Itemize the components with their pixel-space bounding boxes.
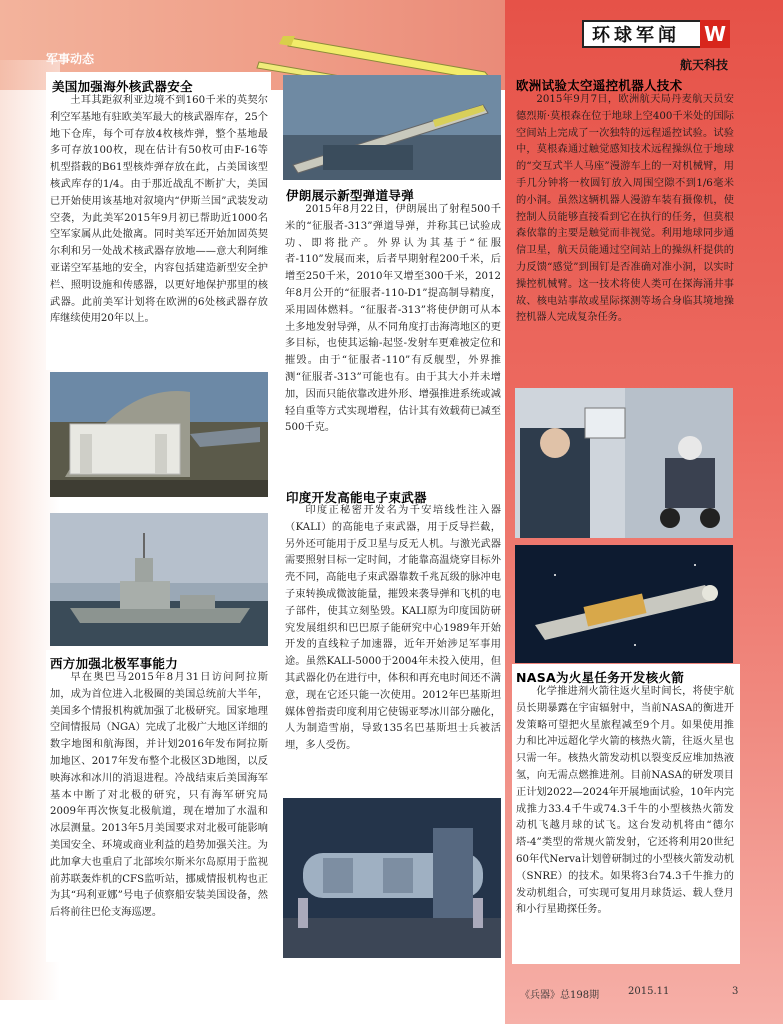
section-label-military: 军事动态 xyxy=(46,52,95,66)
article-title-us-nuclear: 美国加强海外核武器安全 xyxy=(52,79,193,94)
article-title-eu-robot: 欧洲试验太空遥控机器人技术 xyxy=(516,78,683,93)
section-label-aerospace: 航天科技 xyxy=(680,58,729,72)
article-body-west-arctic: 早在奥巴马2015年8月31日访问阿拉斯加，成为首位进入北极圈的美国总统前大半年，美国多个情报机构就加强了北极研究。国家地理空间情报局（NGA）完成了北极广大地区详细的数字地图和航海图，并计划2016年发布阿拉斯加地区、2017年发布整个北极区3D地图，以反映海冰和冰川的消退进程。冷战结束后美国海军基本中断了对北极的研究，只有海军研究局2009年再次恢复北极航道，现在增加了水温和冰层测量。2013年5月美国要求对北极可能影响美国安全、环境或商业利益的趋势加强关注。为此加拿大也重启了北部埃尔斯米尔岛原用于监视前苏联轰炸机的CFS监听站，挪威情报机构也正为其“玛利亚娜”号电子侦察船安装美国设备，然后将前往巴伦支海巡逻。 xyxy=(50,672,268,919)
particle-accelerator-photo xyxy=(283,798,501,958)
brand-badge: W xyxy=(700,20,730,48)
navy-ship-photo xyxy=(50,513,268,646)
missile-display-photo xyxy=(283,75,501,180)
footer-magazine: 《兵器》总198期 xyxy=(520,990,600,1001)
article-title-nasa-nuclear: NASA为火星任务开发核火箭 xyxy=(516,670,685,685)
article-body-eu-robot: 2015年9月7日，欧洲航天局丹麦航天员安德烈斯·莫根森在位于地球上空400千米处的国际空间站上完成了一次独特的远程遥控试验。试验中，莫根森通过触觉感知技术远程操纵位于地球的“交互式半人马座”漫游车上的一对机械臂，用手几分钟将一枚圆钉放入周围空隙不到1/6毫米的小洞。虽然这辆机器人漫游车装有摄像机，使控制人员能够直接看到它在执行的任务，但莫根森依靠的主要是触觉而非视觉。利用地球同步通信卫星，航天员能通过空间站上的操纵杆提供的力反馈“感觉”到围钉是否准确对准小洞，以实时操控机械臂。这一技术将使人类可在探海涌井事故、核电站事故或星际探测等场合身临其境地操控机器人完成复杂任务。 xyxy=(516,94,734,324)
brand-title: 环球军闻 xyxy=(592,25,680,46)
footer-page-number: 3 xyxy=(732,986,739,997)
article-body-nasa-nuclear: 化学推进剂火箭往返火星时间长，将使宇航员长期暴露在宇宙辐射中，当前NASA的衡进开发策略可望把火星旅程减至9个月。如果使用推力和比冲远超化学火箭的核热火箭，往返火星也只需一年。核热火箭发动机以裂变反应堆加热液氢，向无需点燃推进剂。目前NASA的研发项目正计划2022—2024年开展地面试验，10年内完成推力33.4千牛或74.3千牛的小型核热火箭发动机飞越月球的试飞。这台发动机将由“德尔塔-4”类型的常规火箭发射，它还将利用20世纪60年代Nerva计划曾研制过的小型核火箭发动机（SNRE）的技术。如果将3台74.3千牛推力的发动机组合，可实现可复用月球货运、载人登月和小行星勘探任务。 xyxy=(516,686,734,916)
article-body-us-nuclear: 土耳其距叙利亚边境不到160千米的英契尔利空军基地有驻欧美军最大的核武器库存，25个地下仓库，每个可存放4枚核炸弹，整个基地最多可存放100枚，现在估计有50枚可由F-16等机型搭载的B61型核炸弹存放在此，占美国该型核武库存的1/4。由于那近战乱不断扩大，美国已开始使用该基地对叙境内“伊斯兰国”武装发动空袭，为此美军2015年9月初已帮助近1000名空军家属从此处撤离。同时美军还开始加固英契尔利和另一处战术核武器存放地——意大利阿维亚诺空军基地的安全，内容包括建造新型安全护栏、照明设施和传感器，以更好地保护那里的核武器。此前美军计划将在欧洲的6处核武器存放库继续使用20年以上。 xyxy=(50,95,268,325)
brand-header xyxy=(582,20,730,48)
footer-date: 2015.11 xyxy=(628,986,670,997)
article-title-west-arctic: 西方加强北极军事能力 xyxy=(50,656,179,671)
aircraft-shelter-photo xyxy=(50,372,268,497)
article-title-iran-missile: 伊朗展示新型弹道导弹 xyxy=(286,188,415,203)
article-body-iran-missile: 2015年8月22日，伊朗展出了射程500千米的“征服者-313”弹道导弹，并称其已试验成功、即将批产。外界认为其基于“征服者-110”发展而来，后者早期射程200千米，后增至250千米，2010年又增至300千米，2012年8月公开的“征服者-110-D1”提高制导精度，采用固体燃料。“征服者-313”将使伊朗可从本土多地发射导弹，从不同角度打击海湾地区的更多目标，也使其运输-起竖-发射车更难被定位和摧毁。由于“征服者-110”有反舰型，外界推测“征服者-313”可能也有。由于其大小并未增加，因而只能依靠改进外形、增强推进系统或减轻自重等方式实现增程，估计其有效载荷已减至500千克。 xyxy=(285,204,501,434)
article-title-india-beam: 印度开发高能电子束武器 xyxy=(286,490,427,505)
article-body-india-beam: 印度正秘密开发名为千安培线性注入器（KALI）的高能电子束武器，用于反导拦截，另外还可能用于反卫星与反无人机。与激光武器需要照射目标一定时间，才能靠高温烧穿目标外壳不同，高能电子束武器靠数千兆瓦级的脉冲电子束转换成微波能量，摧毁来袭导弹和飞机的电子部件，使其立刻坠毁。KALI原为印度国防研究发展组织和巴巴原子能研究中心1989年开始开发的直线粒子加速器，近年开始涉足军事用途。虽然KALI-5000于2004年未投入使用，但其武器化仍在进行中，体积和再充电时间还不满意，现在它还只能一次使用。2012年巴基斯坦媒体曾指责印度利用它使锡亚琴冰川部分融化，人为制造雪崩，导致135名巴基斯坦士兵被活埋，多人受伤。 xyxy=(285,505,501,752)
nuclear-rocket-render xyxy=(515,545,733,663)
robot-lab-photo xyxy=(515,388,733,538)
